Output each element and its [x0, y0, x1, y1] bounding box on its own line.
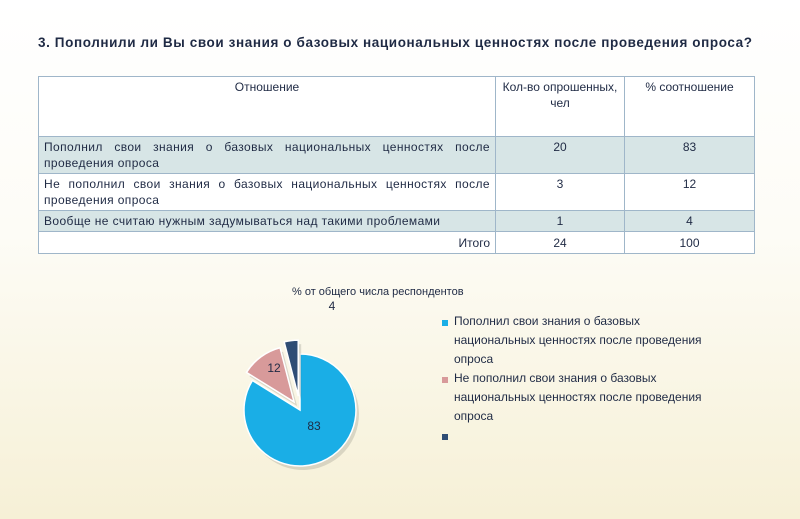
table-row	[39, 137, 755, 174]
table-row	[39, 174, 755, 211]
row-percent: 12	[625, 174, 755, 211]
legend-item	[438, 312, 708, 369]
pie-data-label: 4	[328, 299, 336, 313]
table-total-row	[39, 232, 755, 254]
chart-title: % от общего числа респондентов	[292, 286, 464, 298]
chart-legend	[438, 312, 708, 426]
row-percent: 83	[625, 137, 755, 174]
row-count: 1	[496, 211, 625, 232]
header-relation: Отношение	[39, 77, 496, 137]
row-count: 3	[496, 174, 625, 211]
legend-swatch	[442, 377, 448, 383]
legend-item	[438, 369, 708, 426]
total-count: 24	[496, 232, 625, 254]
row-label: Пополнил свои знания о базовых национальных ценностях после проведения опроса	[39, 137, 496, 174]
row-label: Вообще не считаю нужным задумываться над такими проблемами	[39, 211, 496, 232]
legend-swatch	[442, 320, 448, 326]
row-label: Не пополнил свои знания о базовых национальных ценностях после проведения опроса	[39, 174, 496, 211]
header-count: Кол-во опрошенных, чел	[496, 77, 625, 137]
legend-label: Не пополнил свои знания о базовых национальных ценностях после проведения опроса	[454, 371, 702, 423]
legend-swatch	[442, 434, 448, 440]
results-table	[38, 76, 755, 254]
question-heading: 3. Пополнили ли Вы свои знания о базовых национальных ценностях после проведения опроса?	[38, 35, 753, 50]
row-count: 20	[496, 137, 625, 174]
pie-data-label: 83	[307, 419, 321, 433]
table-row	[39, 211, 755, 232]
total-percent: 100	[625, 232, 755, 254]
legend-label: Пополнил свои знания о базовых национальных ценностях после проведения опроса	[454, 314, 702, 366]
table-header-row	[39, 77, 755, 137]
total-label: Итого	[39, 232, 496, 254]
pie-data-label: 12	[267, 361, 281, 375]
row-percent: 4	[625, 211, 755, 232]
header-percent: % соотношение	[625, 77, 755, 137]
